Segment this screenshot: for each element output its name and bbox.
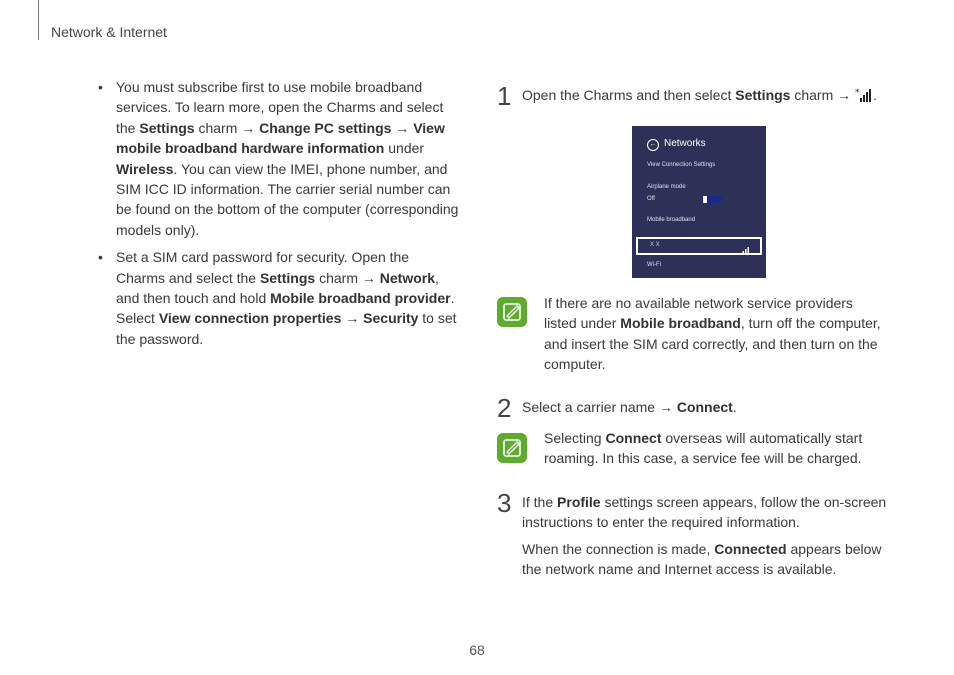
bold-term: Profile (557, 494, 601, 510)
note-pencil-icon (497, 297, 527, 327)
back-arrow-icon[interactable]: ← (647, 139, 659, 151)
bullet-text: Set a SIM card password for security. Open the Charms and select the Settings charm → Network, and then touch and hold Mobile broadband provider. Select View connection properties → Security to set the password. (116, 249, 457, 347)
bold-term: Mobile broadband (620, 315, 741, 332)
airplane-mode-state: Off (647, 196, 655, 202)
bold-term: Change PC settings (259, 119, 392, 136)
bullet-dot: • (98, 79, 103, 95)
bold-term: Connect (605, 430, 662, 446)
note-pencil-icon (497, 433, 527, 463)
bullet-text: You must subscribe first to use mobile broadband services. To learn more, open the Charms and select the Settings charm → Change PC settings → View mobile broadband hardware information under Wireless. You can view the IMEI, phone number, and SIM ICC ID information. The carrier serial number can be found on the bottom of the computer (corresponding models only). (116, 79, 459, 238)
networks-screenshot (632, 126, 766, 278)
toggle-knob (703, 196, 707, 203)
bold-term: View mobile broadband hardware information (116, 119, 445, 157)
airplane-mode-label: Airplane mode (647, 184, 686, 190)
bold-term: Wireless (116, 160, 174, 177)
bold-term: Connect (676, 399, 733, 415)
step-text: Select a carrier name → Connect. (522, 399, 737, 415)
bold-term: Security (363, 310, 419, 327)
step-number: 2 (497, 393, 512, 423)
bold-term: Network (379, 269, 436, 286)
carrier-name: X X (650, 242, 660, 248)
bullet-dot: • (98, 249, 103, 266)
step-text-content: Open the Charms and then select Settings charm → (522, 87, 856, 103)
bold-term: Settings (139, 119, 195, 136)
carrier-item[interactable] (636, 237, 762, 255)
page-number: 68 (469, 642, 485, 658)
step-text: Open the Charms and then select Settings charm → * . (522, 85, 902, 108)
step-number: 1 (497, 81, 512, 111)
note-text: If there are no available network service providers listed under Mobile broadband, turn off the computer, and insert the SIM card correctly, and then turn on the computer. (544, 295, 881, 373)
bold-term: View connection properties (158, 310, 342, 327)
bold-term: Mobile broadband provider (270, 290, 451, 307)
header-rule (38, 0, 39, 40)
view-connection-settings-link[interactable]: View Connection Settings (647, 162, 716, 168)
note-text: Selecting Connect overseas will automatically start roaming. In this case, a service fee will be charged. (544, 430, 863, 467)
left-column (98, 77, 460, 356)
bullet-item (98, 77, 460, 240)
step-number: 3 (497, 488, 512, 518)
step-followup-text: When the connection is made, Connected appears below the network name and Internet access is available. (522, 541, 882, 578)
networks-title: Networks (664, 138, 706, 149)
signal-strength-icon (740, 242, 750, 260)
network-signal-icon (855, 87, 873, 108)
bold-term: Settings (735, 87, 791, 103)
airplane-mode-toggle[interactable] (702, 196, 722, 203)
wifi-label: Wi-Fi (647, 262, 661, 268)
section-title: Network & Internet (51, 24, 167, 40)
bullet-item (98, 247, 460, 349)
svg-text:*: * (855, 88, 860, 98)
step-text: If the Profile settings screen appears, follow the on-screen instructions to enter the required information. (522, 494, 887, 531)
bold-term: Connected (714, 541, 787, 557)
networks-header (647, 138, 706, 149)
bold-term: Settings (259, 269, 316, 286)
mobile-broadband-label: Mobile broadband (647, 217, 696, 223)
